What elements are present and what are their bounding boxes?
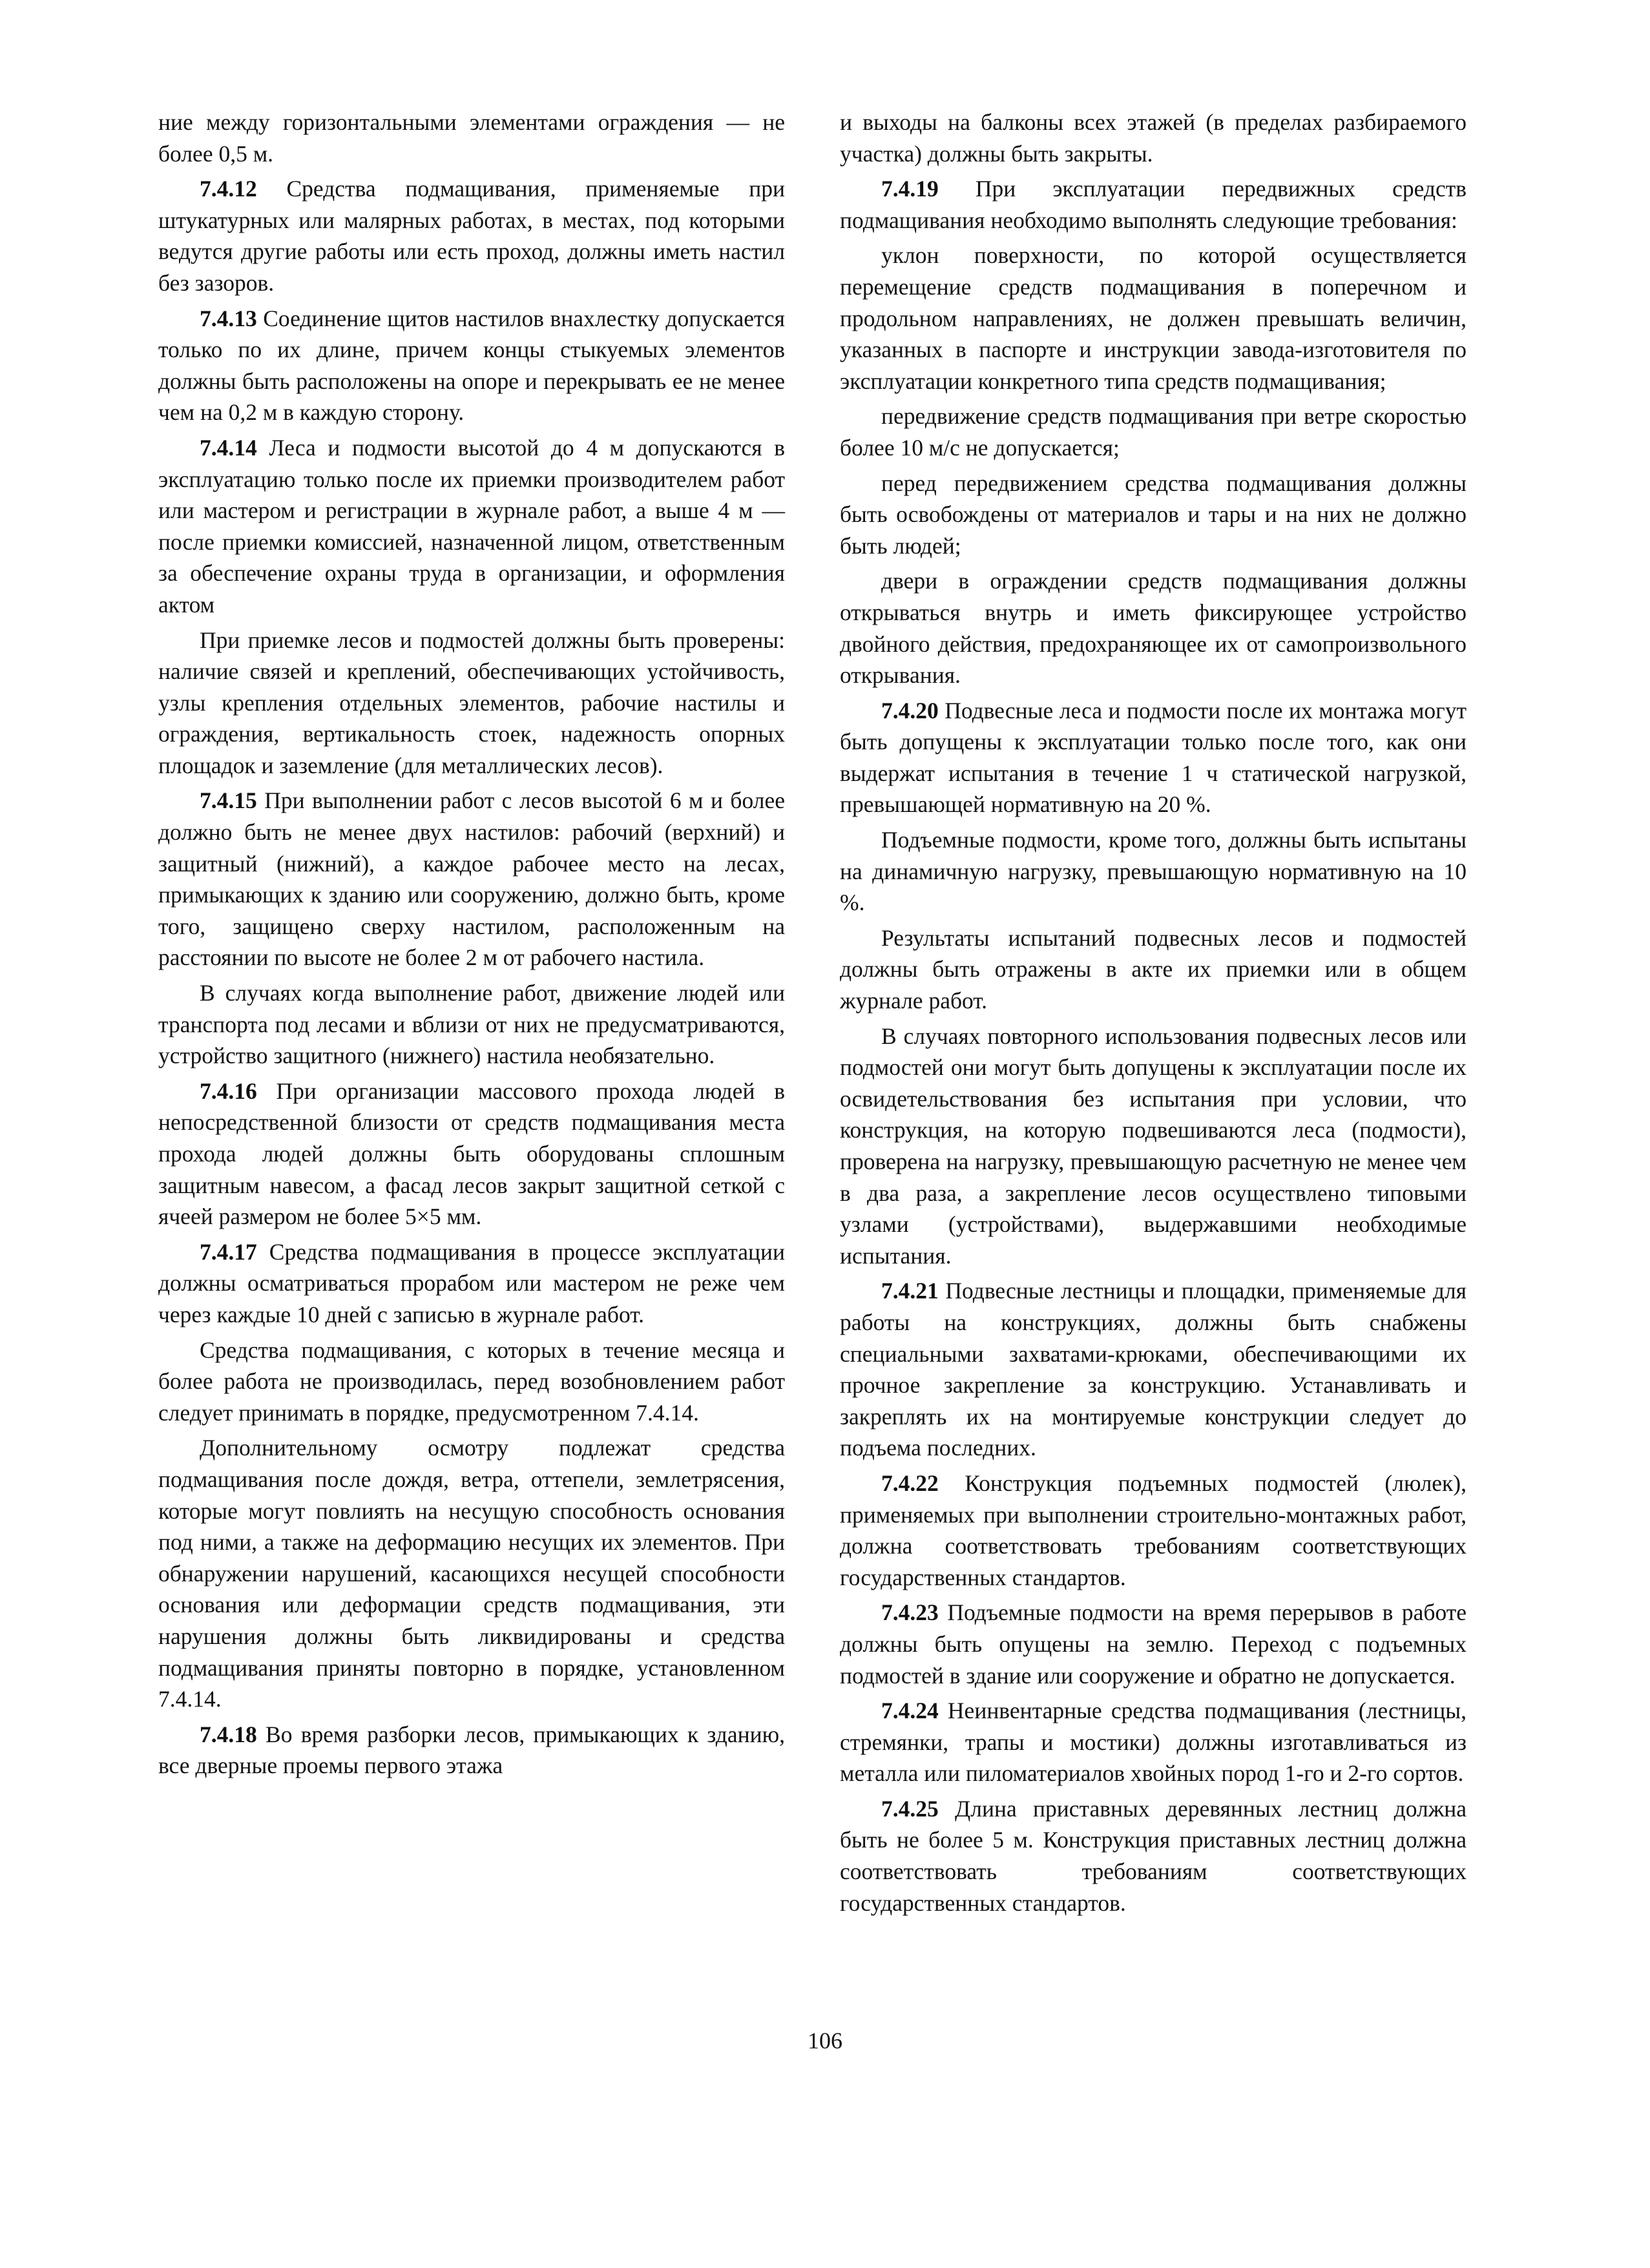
paragraph [840,468,1467,562]
clause-number: 7.4.18 [200,1721,257,1747]
clause-paragraph [840,1468,1467,1593]
clause-paragraph [840,695,1467,820]
paragraph-text: Подъемные подмости на время перерывов в работе должны быть опущены на землю. Переход с подъемных подмостей в здание или сооружение и обратно не допускается. [840,1599,1467,1689]
paragraph [158,977,785,1072]
clause-paragraph [158,173,785,298]
paragraph-text: двери в ограждении средств подмащивания должны открываться внутрь и иметь фиксирующее устройство двойного действия, предохраняющее их от самопроизвольного открывания. [840,568,1467,689]
clause-number: 7.4.15 [200,787,257,814]
clause-paragraph [158,785,785,973]
clause-number: 7.4.17 [200,1238,257,1265]
clause-paragraph [840,173,1467,236]
paragraph [158,625,785,782]
paragraph-text: Во время разборки лесов, примыкающих к зданию, все дверные проемы первого этажа [158,1721,785,1779]
clause-paragraph [840,1275,1467,1464]
paragraph-text: В случаях когда выполнение работ, движение людей или транспорта под лесами и вблизи от них не предусматриваются, устройство защитного (нижнего) настила необязательно. [158,980,785,1069]
paragraph-text: передвижение средств подмащивания при ветре скоростью более 10 м/с не допускается; [840,403,1467,461]
paragraph [840,240,1467,397]
paragraph-text: Соединение щитов настилов внахлестку допускается только по их длине, причем концы стыкуемых элементов должны быть расположены на опоре и перекрывать ее не менее чем на 0,2 м в каждую сторону. [158,305,785,426]
continued-paragraph [840,107,1467,169]
paragraph-text: и выходы на балконы всех этажей (в пределах разбираемого участка) должны быть закрыты. [840,109,1467,167]
paragraph-text: Неинвентарные средства подмащивания (лестницы, стремянки, трапы и мостики) должны изготавливаться из металла или пиломатериалов хвойных пород 1-го и 2-го сортов. [840,1698,1467,1787]
paragraph [840,401,1467,463]
paragraph-text: ние между горизонтальными элементами ограждения — не более 0,5 м. [158,109,785,167]
paragraph [840,1021,1467,1272]
paragraph-text: Средства подмащивания, применяемые при штукатурных или малярных работах, в местах, под которыми ведутся другие работы или есть проход, должны иметь настил без зазоров. [158,176,785,296]
clause-number: 7.4.25 [881,1795,939,1822]
clause-number: 7.4.21 [881,1278,939,1304]
continued-paragraph [158,107,785,169]
paragraph-text: При выполнении работ с лесов высотой 6 м и более должно быть не менее двух настилов: рабочий (верхний) и защитный (нижний), а каждое рабочее место на лесах, примыкающих к зданию или сооружению, должно быть, кроме того, защищено сверху настилом, расположенным на расстоянии по высоте не более 2 м от рабочего настила. [158,787,785,971]
paragraph [840,922,1467,1017]
clause-paragraph [840,1793,1467,1919]
clause-number: 7.4.16 [200,1077,257,1104]
paragraph-text: Подъемные подмости, кроме того, должны быть испытаны на динамичную нагрузку, превышающую нормативную на 10 %. [840,827,1467,916]
clause-paragraph [158,303,785,428]
clause-paragraph [158,1719,785,1782]
paragraph-text: уклон поверхности, по которой осуществляется перемещение средств подмащивания в поперечном и продольном направлениях, не должен превышать величин, указанных в паспорте и инструкции завода-изготовителя по эксплуатации конкретного типа средств подмащивания; [840,242,1467,394]
paragraph-text: При эксплуатации передвижных средств подмащивания необходимо выполнять следующие требования: [840,176,1467,233]
paragraph-text: Средства подмащивания в процессе эксплуатации должны осматриваться прорабом или мастером не реже чем через каждые 10 дней с записью в журнале работ. [158,1238,785,1327]
clause-paragraph [158,1076,785,1233]
clause-paragraph [158,432,785,621]
paragraph [840,565,1467,691]
clause-number: 7.4.23 [881,1599,939,1626]
clause-number: 7.4.24 [881,1698,939,1724]
clause-number: 7.4.19 [881,176,939,202]
paragraph-text: Подвесные лестницы и площадки, применяемые для работы на конструкциях, должны быть снабжены специальными захватами-крюками, обеспечивающими их прочное закрепление за конструкцию. Устанавливать и закреплять их на монтируемые конструкции следует до подъема последних. [840,1278,1467,1461]
clause-number: 7.4.22 [881,1470,939,1496]
paragraph-text: Средства подмащивания, с которых в течение месяца и более работа не производилась, перед возобновлением работ следует принимать в порядке, предусмотренном 7.4.14. [158,1337,785,1426]
paragraph-text: Леса и подмости высотой до 4 м допускаются в эксплуатацию только после их приемки производителем работ или мастером и регистрации в журнале работ, а выше 4 м — после приемки комиссией, назначенной лицом, ответственным за обеспечение охраны труда в организации, и оформления актом [158,434,785,618]
paragraph-text: Длина приставных деревянных лестниц должна быть не более 5 м. Конструкция приставных лестниц должна соответствовать требованиям соответствующих государственных стандартов. [840,1795,1467,1916]
paragraph-text: Дополнительному осмотру подлежат средства подмащивания после дождя, ветра, оттепели, землетрясения, которые могут повлиять на несущую способность основания под ними, а также на деформацию несущих их элементов. При обнаружении нарушений, касающихся несущей способности основания или деформации средств подмащивания, эти нарушения должны быть ликвидированы и средства подмащивания приняты повторно в порядке, установленном 7.4.14. [158,1435,785,1712]
page-number: 106 [808,2028,842,2054]
clause-paragraph [840,1695,1467,1789]
paragraph [840,824,1467,919]
paragraph-text: При организации массового прохода людей в непосредственной близости от средств подмащивания места прохода людей должны быть оборудованы сплошным защитным навесом, а фасад лесов закрыт защитной сеткой с ячеей размером не более 5×5 мм. [158,1077,785,1230]
left-column [158,107,785,1785]
clause-number: 7.4.13 [200,305,257,331]
clause-paragraph [840,1597,1467,1691]
clause-number: 7.4.14 [200,434,257,461]
paragraph-text: В случаях повторного использования подвесных лесов или подмостей они могут быть допущены к эксплуатации после их освидетельствования без испытания при условии, что конструкция, на которую подвешиваются леса (подмости), проверена на нагрузку, превышающую расчетную не менее чем в два раза, а закрепление лесов осуществлено типовыми узлами (устройствами), выдержавшими необходимые испытания. [840,1023,1467,1269]
clause-paragraph [158,1236,785,1331]
paragraph-text: При приемке лесов и подмостей должны быть проверены: наличие связей и креплений, обеспечивающих устойчивость, узлы крепления отдельных элементов, рабочие настилы и ограждения, вертикальность стоек, надежность опорных площадок и заземление (для металлических лесов). [158,627,785,778]
paragraph-text: Результаты испытаний подвесных лесов и подмостей должны быть отражены в акте их приемки или в общем журнале работ. [840,924,1467,1014]
paragraph-text: Подвесные леса и подмости после их монтажа могут быть допущены к эксплуатации только после того, как они выдержат испытания в течение 1 ч статической нагрузкой, превышающей нормативную на 20 %. [840,697,1467,818]
clause-number: 7.4.20 [881,697,939,723]
paragraph-text: Конструкция подъемных подмостей (люлек), применяемых при выполнении строительно-монтажных работ, должна соответствовать требованиям соответствующих государственных стандартов. [840,1470,1467,1590]
paragraph [158,1335,785,1429]
right-column [840,107,1467,1922]
clause-number: 7.4.12 [200,176,257,202]
paragraph-text: перед передвижением средства подмащивания должны быть освобождены от материалов и тары и на них не должно быть людей; [840,470,1467,559]
paragraph [158,1432,785,1714]
